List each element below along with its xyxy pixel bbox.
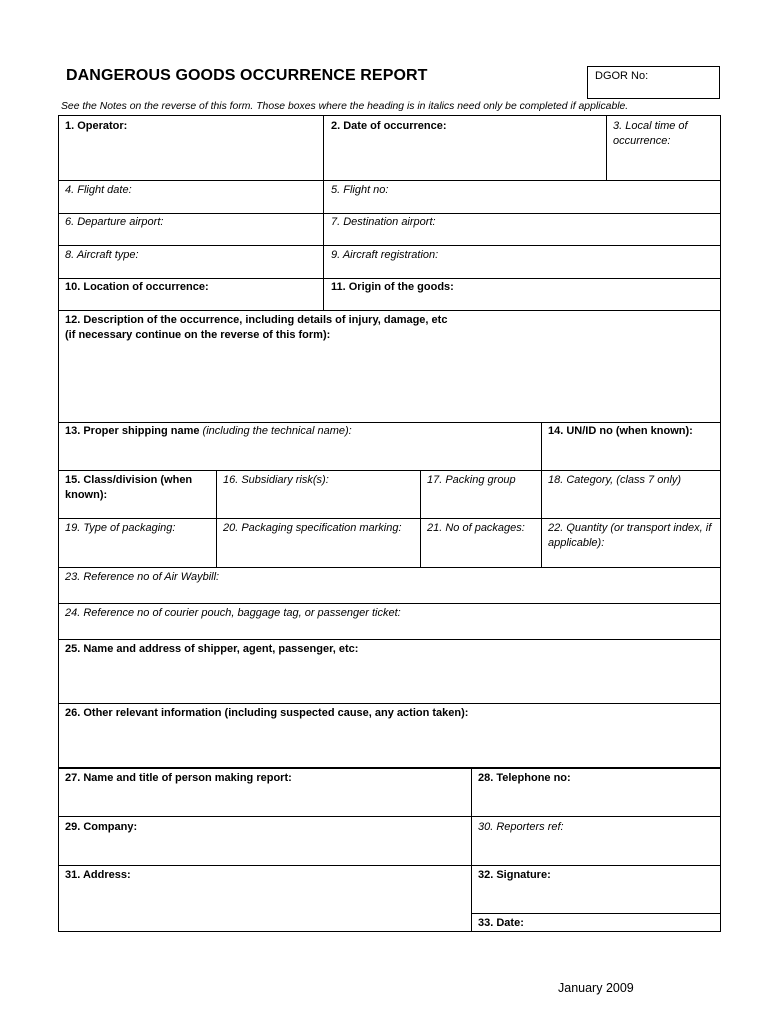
field-type-of-packaging[interactable]: 19. Type of packaging: [65,522,176,534]
row-divider [59,703,720,704]
field-courier-baggage-ref[interactable]: 24. Reference no of courier pouch, baggage tag, or passenger ticket: [65,607,401,619]
field-packing-group[interactable]: 17. Packing group [427,474,516,486]
field-reporter-name-title[interactable]: 27. Name and title of person making report: [65,772,292,784]
row-divider [59,518,720,519]
field-telephone-no[interactable]: 28. Telephone no: [478,772,571,784]
field-air-waybill-ref[interactable]: 23. Reference no of Air Waybill: [65,571,220,583]
field-origin-of-goods[interactable]: 11. Origin of the goods: [331,281,454,293]
row-divider [59,278,720,279]
field-description-of-occurrence[interactable] [65,313,705,343]
form-table [58,115,721,932]
field-shipper-name-address[interactable]: 25. Name and address of shipper, agent, passenger, etc: [65,643,359,655]
field-date-of-occurrence[interactable]: 2. Date of occurrence: [331,120,447,132]
field-subsidiary-risks[interactable]: 16. Subsidiary risk(s): [223,474,329,486]
column-divider [323,116,324,310]
field-operator[interactable]: 1. Operator: [65,120,128,132]
row-divider [59,180,720,181]
row-divider [59,767,720,769]
form-title: DANGEROUS GOODS OCCURRENCE REPORT [66,67,428,84]
footer-date: January 2009 [558,981,634,995]
column-divider [216,470,217,567]
field-signature[interactable]: 32. Signature: [478,869,551,881]
column-divider [420,470,421,567]
row-divider [59,213,720,214]
field-aircraft-type[interactable]: 8. Aircraft type: [65,249,139,261]
row-divider [59,816,720,817]
field-company[interactable]: 29. Company: [65,821,138,833]
field-departure-airport[interactable]: 6. Departure airport: [65,216,164,228]
shipping-name-hint: (including the technical name): [199,425,352,437]
field-destination-airport[interactable]: 7. Destination airport: [331,216,436,228]
column-divider [471,767,472,931]
column-divider [541,422,542,567]
field-quantity[interactable]: 22. Quantity (or transport index, if applicable): [548,522,712,549]
description-heading-line-2: (if necessary continue on the reverse of this form): [65,329,331,341]
description-heading-line-1: 12. Description of the occurrence, including details of injury, damage, etc [65,314,448,326]
row-divider [59,310,720,311]
field-class-division[interactable]: 15. Class/division (when known): [65,474,193,501]
field-other-relevant-info[interactable]: 26. Other relevant information (including suspected cause, any action taken): [65,707,469,719]
field-aircraft-registration[interactable]: 9. Aircraft registration: [331,249,439,261]
row-divider [59,639,720,640]
field-un-id-number[interactable]: 14. UN/ID no (when known): [548,425,693,437]
field-proper-shipping-name[interactable] [65,424,535,439]
form-instructions-note: See the Notes on the reverse of this form. Those boxes where the heading is in italics need only be completed if applicable. [61,101,629,112]
field-local-time[interactable]: 3. Local time of occurrence: [613,120,688,147]
field-location-of-occurrence[interactable]: 10. Location of occurrence: [65,281,209,293]
field-no-of-packages[interactable]: 21. No of packages: [427,522,525,534]
field-date[interactable]: 33. Date: [478,917,524,929]
row-divider [59,603,720,604]
row-divider [59,422,720,423]
row-divider [59,865,720,866]
field-packaging-spec-marking[interactable]: 20. Packaging specification marking: [223,522,402,534]
dgor-label: DGOR No: [595,70,649,82]
field-flight-no[interactable]: 5. Flight no: [331,184,389,196]
row-divider [59,470,720,471]
row-divider [59,567,720,568]
field-address[interactable]: 31. Address: [65,869,131,881]
row-divider [59,245,720,246]
field-category[interactable]: 18. Category, (class 7 only) [548,474,682,486]
shipping-name-label: 13. Proper shipping name [65,425,200,437]
field-reporters-ref[interactable]: 30. Reporters ref: [478,821,564,833]
column-divider [606,116,607,180]
field-flight-date[interactable]: 4. Flight date: [65,184,132,196]
dgor-number-box[interactable] [587,66,720,99]
row-divider [471,913,720,914]
